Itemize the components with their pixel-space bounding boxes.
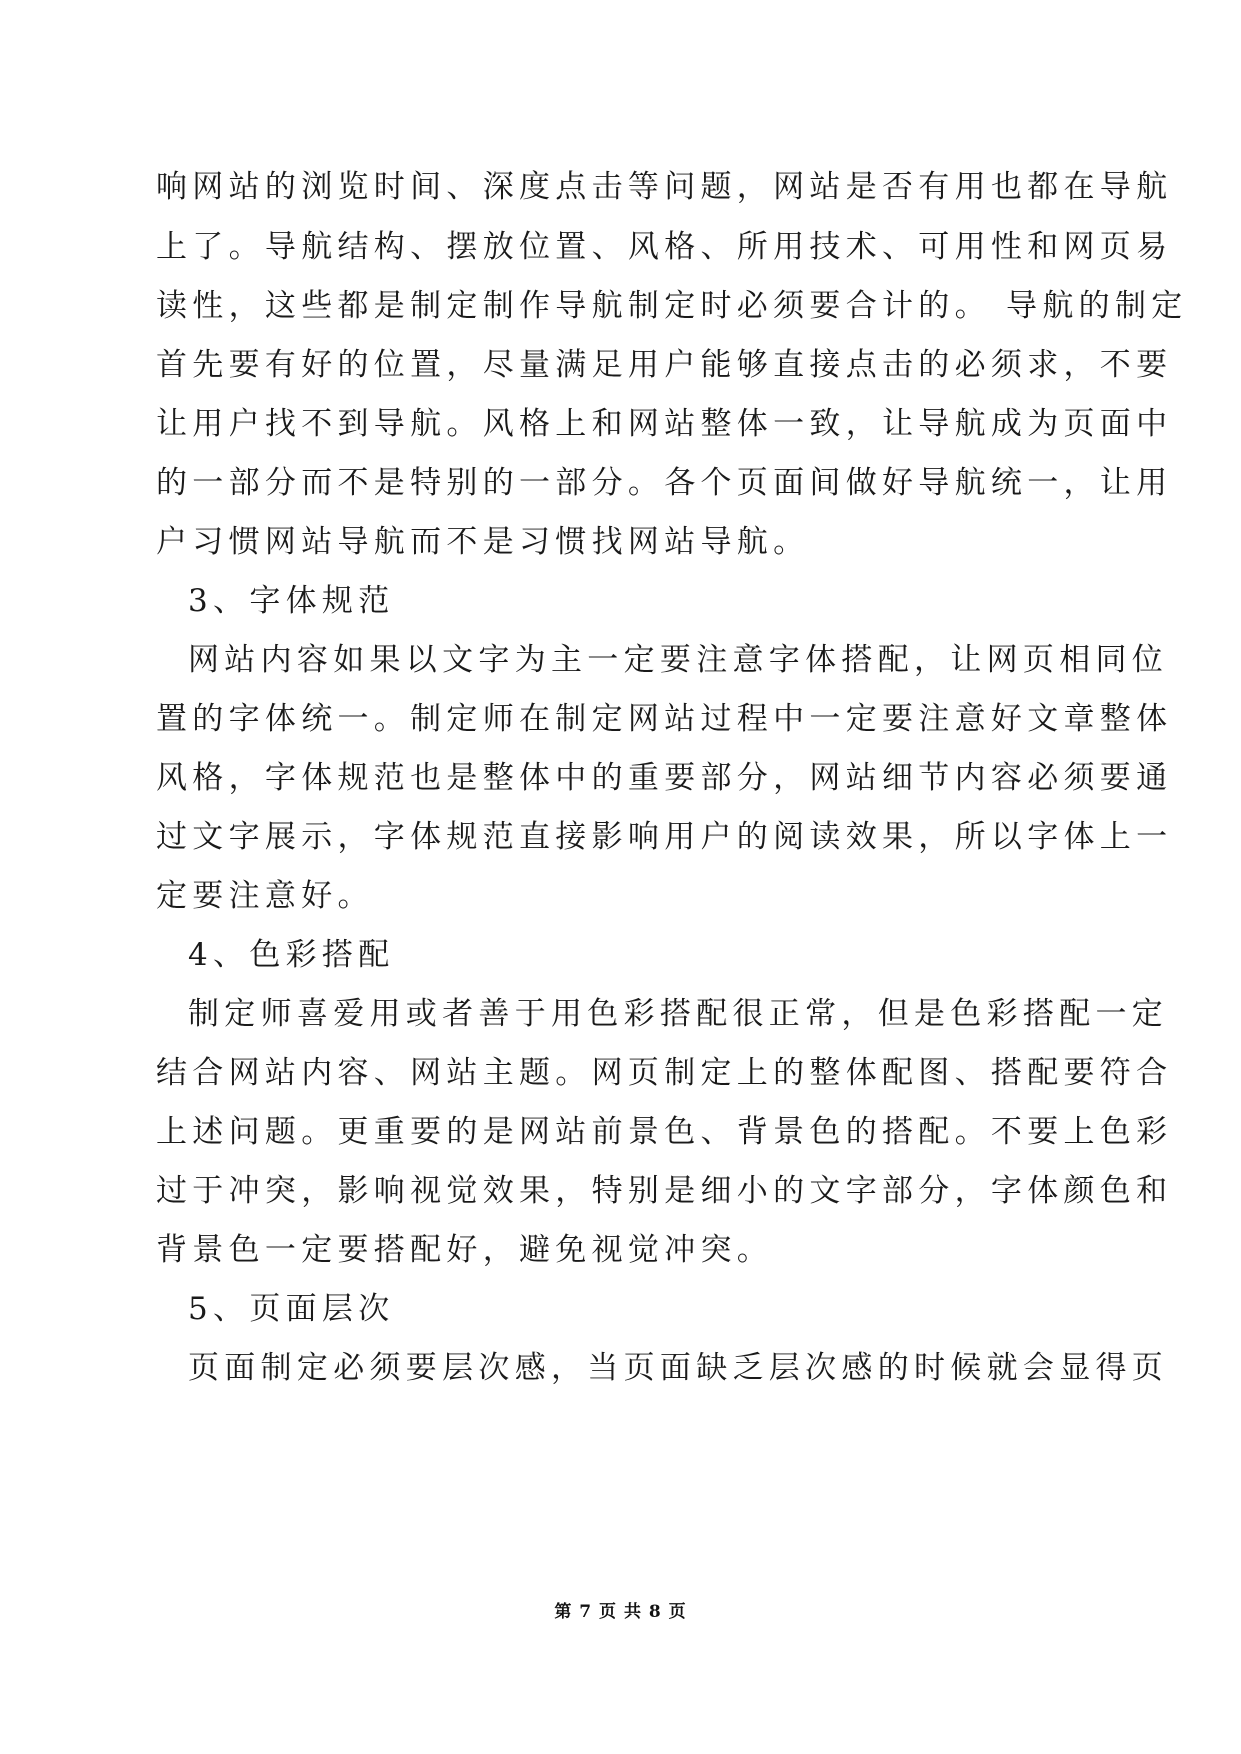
body-text-line: 置的字体统一。制定师在制定网站过程中一定要注意好文章整体 — [156, 701, 1173, 737]
body-text-line: 页面制定必须要层次感，当页面缺乏层次感的时候就会显得页 — [188, 1350, 1169, 1386]
body-text-line: 背景色一定要搭配好，避免视觉冲突。 — [156, 1232, 774, 1268]
body-text-line: 过文字展示，字体规范直接影响用户的阅读效果，所以字体上一 — [156, 819, 1173, 855]
section-heading: 5、页面层次 — [188, 1291, 395, 1327]
body-text-line: 风格，字体规范也是整体中的重要部分，网站细节内容必须要通 — [156, 760, 1173, 796]
body-text-line: 让用户找不到导航。风格上和网站整体一致，让导航成为页面中 — [156, 406, 1173, 442]
body-text-line: 定要注意好。 — [156, 878, 374, 914]
body-text-line: 读性，这些都是制定制作导航制定时必须要合计的。 导航的制定 — [156, 288, 1188, 324]
body-text-line: 上述问题。更重要的是网站前景色、背景色的搭配。不要上色彩 — [156, 1114, 1173, 1150]
body-text-line: 首先要有好的位置，尽量满足用户能够直接点击的必须求，不要 — [156, 347, 1173, 383]
body-text-line: 户习惯网站导航而不是习惯找网站导航。 — [156, 524, 810, 560]
section-heading: 3、字体规范 — [188, 583, 395, 619]
section-heading: 4、色彩搭配 — [188, 937, 395, 973]
body-text-line: 上了。导航结构、摆放位置、风格、所用技术、可用性和网页易 — [156, 229, 1173, 265]
body-text-line: 响网站的浏览时间、深度点击等问题，网站是否有用也都在导航 — [156, 169, 1173, 205]
body-text-line: 过于冲突，影响视觉效果，特别是细小的文字部分，字体颜色和 — [156, 1173, 1173, 1209]
body-text-line: 结合网站内容、网站主题。网页制定上的整体配图、搭配要符合 — [156, 1055, 1173, 1091]
body-text-line: 的一部分而不是特别的一部分。各个页面间做好导航统一，让用 — [156, 465, 1173, 501]
body-text-line: 网站内容如果以文字为主一定要注意字体搭配，让网页相同位 — [188, 642, 1169, 678]
page-footer: 第 7 页 共 8 页 — [554, 1602, 687, 1622]
body-text-line: 制定师喜爱用或者善于用色彩搭配很正常，但是色彩搭配一定 — [188, 996, 1169, 1032]
